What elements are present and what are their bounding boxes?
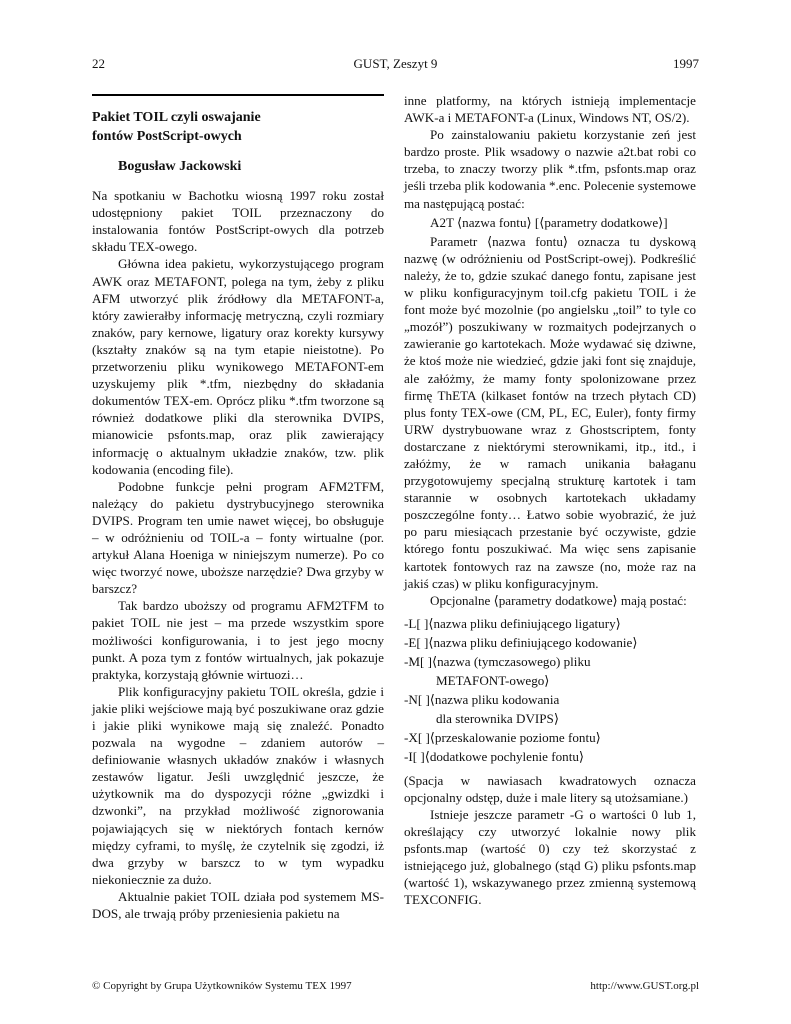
paragraph: inne platformy, na których istnieją implementacje AWK-a i METAFONT-a (Linux, Windows NT, OS/2). [404, 93, 696, 126]
header-year: 1997 [673, 56, 699, 71]
paragraph: Po zainstalowaniu pakietu korzystanie zeń jest bardzo proste. Plik wsadowy o nazwie a2t.bat robi co trzeba, to znaczy tworzy plik *.tfm, psfonts.map oraz jeśli trzeba plik kodowania *.enc. Polecenie systemowe ma następującą postać: [404, 127, 696, 211]
paragraph: Podobne funkcje pełni program AFM2TFM, należący do pakietu dystrybucyjnego sterownika DVIPS. Program ten umie nawet więcej, bo obsługuje – w odróżnieniu od TOIL-a – fonty wirtualne (por. artykuł Alana Hoeniga w niniejszym numerze). Po co więc tworzyć nowe, uboższe narzędzie? Dwa grzyby w barszcz? [92, 478, 384, 597]
command-syntax: A2T ⟨nazwa fontu⟩ [⟨parametry dodatkowe⟩] [430, 214, 668, 230]
option-item: -L[ ]⟨nazwa pliku definiującego ligatury⟩ [404, 615, 621, 631]
paragraph: Plik konfiguracyjny pakietu TOIL określa, gdzie i jakie pliki wejściowe mają być poszukiwane oraz gdzie i jakie pliki wynikowe mają się znaleźć. Ponadto pozwala na wygodne – zdaniem autorów – definiowanie własnych układów znaków i własnych zestawów ligatur. Jeśli uwzględnić jeszcze, że użytkownik ma do dyspozycji różne „gwizdki i dzwonki”, na przykład możliwość zignorowania pojawiających się w niektórych fontach kernów między cyframi, to myślę, że czytelnik się zgodzi, iż dwa grzyby w barszcz to w tym wypadku niekoniecznie za dużo. [92, 683, 384, 887]
article-title-line1: Pakiet TOIL czyli oswajanie [92, 110, 261, 125]
paragraph: (Spacja w nawiasach kwadratowych oznacza opcjonalny odstęp, duże i male litery są utożsamiane.) [404, 772, 696, 805]
paragraph: Aktualnie pakiet TOIL działa pod systemem MS-DOS, ale trwają próby przeniesienia pakietu na [92, 888, 384, 922]
article-author: Bogusław Jackowski [118, 159, 242, 174]
paragraph: Na spotkaniu w Bachotku wiosną 1997 roku został udostępniony pakiet TOIL przeznaczony do instalowania fontów PostScript-owych dla potrzeb składu TEX-owego. [92, 188, 384, 255]
option-item: -I[ ]⟨dodatkowe pochylenie fontu⟩ [404, 749, 585, 765]
paragraph: Opcjonalne ⟨parametry dodatkowe⟩ mają postać: [430, 592, 687, 608]
option-item: -E[ ]⟨nazwa pliku definiującego kodowanie⟩ [404, 634, 638, 650]
paragraph: Istnieje jeszcze parametr -G o wartości 0 lub 1, określający czy utworzyć lokalnie nowy plik psfonts.map (wartość 0) czy też skorzystać z istniejącego już, globalnego (stąd G) pliku psfonts.map (wartość 1), wskazywanego przez zmienną systemową TEXCONFIG. [404, 806, 696, 908]
option-item: -X[ ]⟨przeskalowanie poziome fontu⟩ [404, 730, 601, 746]
paragraph: Parametr ⟨nazwa fontu⟩ oznacza tu dyskową nazwę (w odróżnieniu od PostScript-owej). Podkreślić należy, że to, gdzie szukać danego fontu, zapisane jest w pliku konfiguracyjnym toil.cfg pakietu TOIL i że font może być mozolnie (po angielsku „toil” to tyle co „mozół”) poszukiwany w rozmaitych podejrzanych o zawieranie go kartotekach. Może wydawać się dziwne, że ktoś może nie wiedzieć, gdzie jaki font się znajduje, ale załóżmy, że mamy fonty spolonizowane przez firmę ThETA (kilkaset fontów na trzech płytach CD) plus fonty TEX-owe (CM, PL, EC, Euler), fonty firmy URW dystrybuowane wraz z Ghostscriptem, fonty dostarczane z niektórymi sterownikami, itp., itd., i załóżmy, że w ramach unikania bałaganu przygotowujemy specjalną strukturę kartotek i tam starannie w osobnych kartotekach układamy poszczególne fonty… Łatwo sobie wyobrazić, że już po paru miesiącach przestanie być oczywiste, gdzie którego fontu poszukiwać. Ma więc sens zapisanie kartotek fontowych raz na zawsze (no, może raz na jakiś czas) w pliku konfiguracyjnym. [404, 233, 696, 591]
options-list [404, 615, 696, 766]
paragraph: Tak bardzo uboższy od programu AFM2TFM to pakiet TOIL nie jest – ma przede wszystkim spore możliwości konfigurowania, i to jest jego mocny punkt. A poza tym z fontów wirtualnych, jak pokazuje praktyka, korzystają głównie wirtuozi… [92, 598, 384, 682]
page-number: 22 [92, 56, 105, 71]
paragraph: Główna idea pakietu, wykorzystującego program AWK oraz METAFONT, polega na tym, żeby z pliku AFM utworzyć plik źródłowy dla METAFONT-a, który zawierałby informację metryczną, czyli rozmiary znaków, pary kernowe, ligatury oraz korekty kursywy (kształty znaków są na tym etapie nieistotne). Po przetworzeniu pliku wynikowego METAFONT-em uzyskujemy plik *.tfm, niezbędny do składania dokumentów TEX-em. Oprócz pliku *.tfm tworzone są również dodatkowe pliki dla sterownika DVIPS, mianowicie psfonts.map, oraz plik zawierający informację o aktualnym układzie znaków, tzw. plik kodowania (encoding file). [92, 256, 384, 477]
right-column [404, 92, 696, 908]
footer-url: http://www.GUST.org.pl [590, 980, 699, 992]
option-item: -N[ ]⟨nazwa pliku kodowania [404, 692, 560, 708]
journal-title: GUST, Zeszyt 9 [353, 56, 438, 71]
page-header [92, 56, 699, 74]
copyright-notice: © Copyright by Grupa Użytkowników Systemu TEX 1997 [92, 980, 352, 992]
left-column [92, 92, 384, 922]
option-item-continued: METAFONT-owego⟩ [436, 673, 550, 689]
title-rule [92, 94, 384, 96]
article-title-line2: fontów PostScript-owych [92, 129, 242, 144]
option-item-continued: dla sterownika DVIPS⟩ [436, 711, 559, 727]
option-item: -M[ ]⟨nazwa (tymczasowego) pliku [404, 654, 591, 669]
